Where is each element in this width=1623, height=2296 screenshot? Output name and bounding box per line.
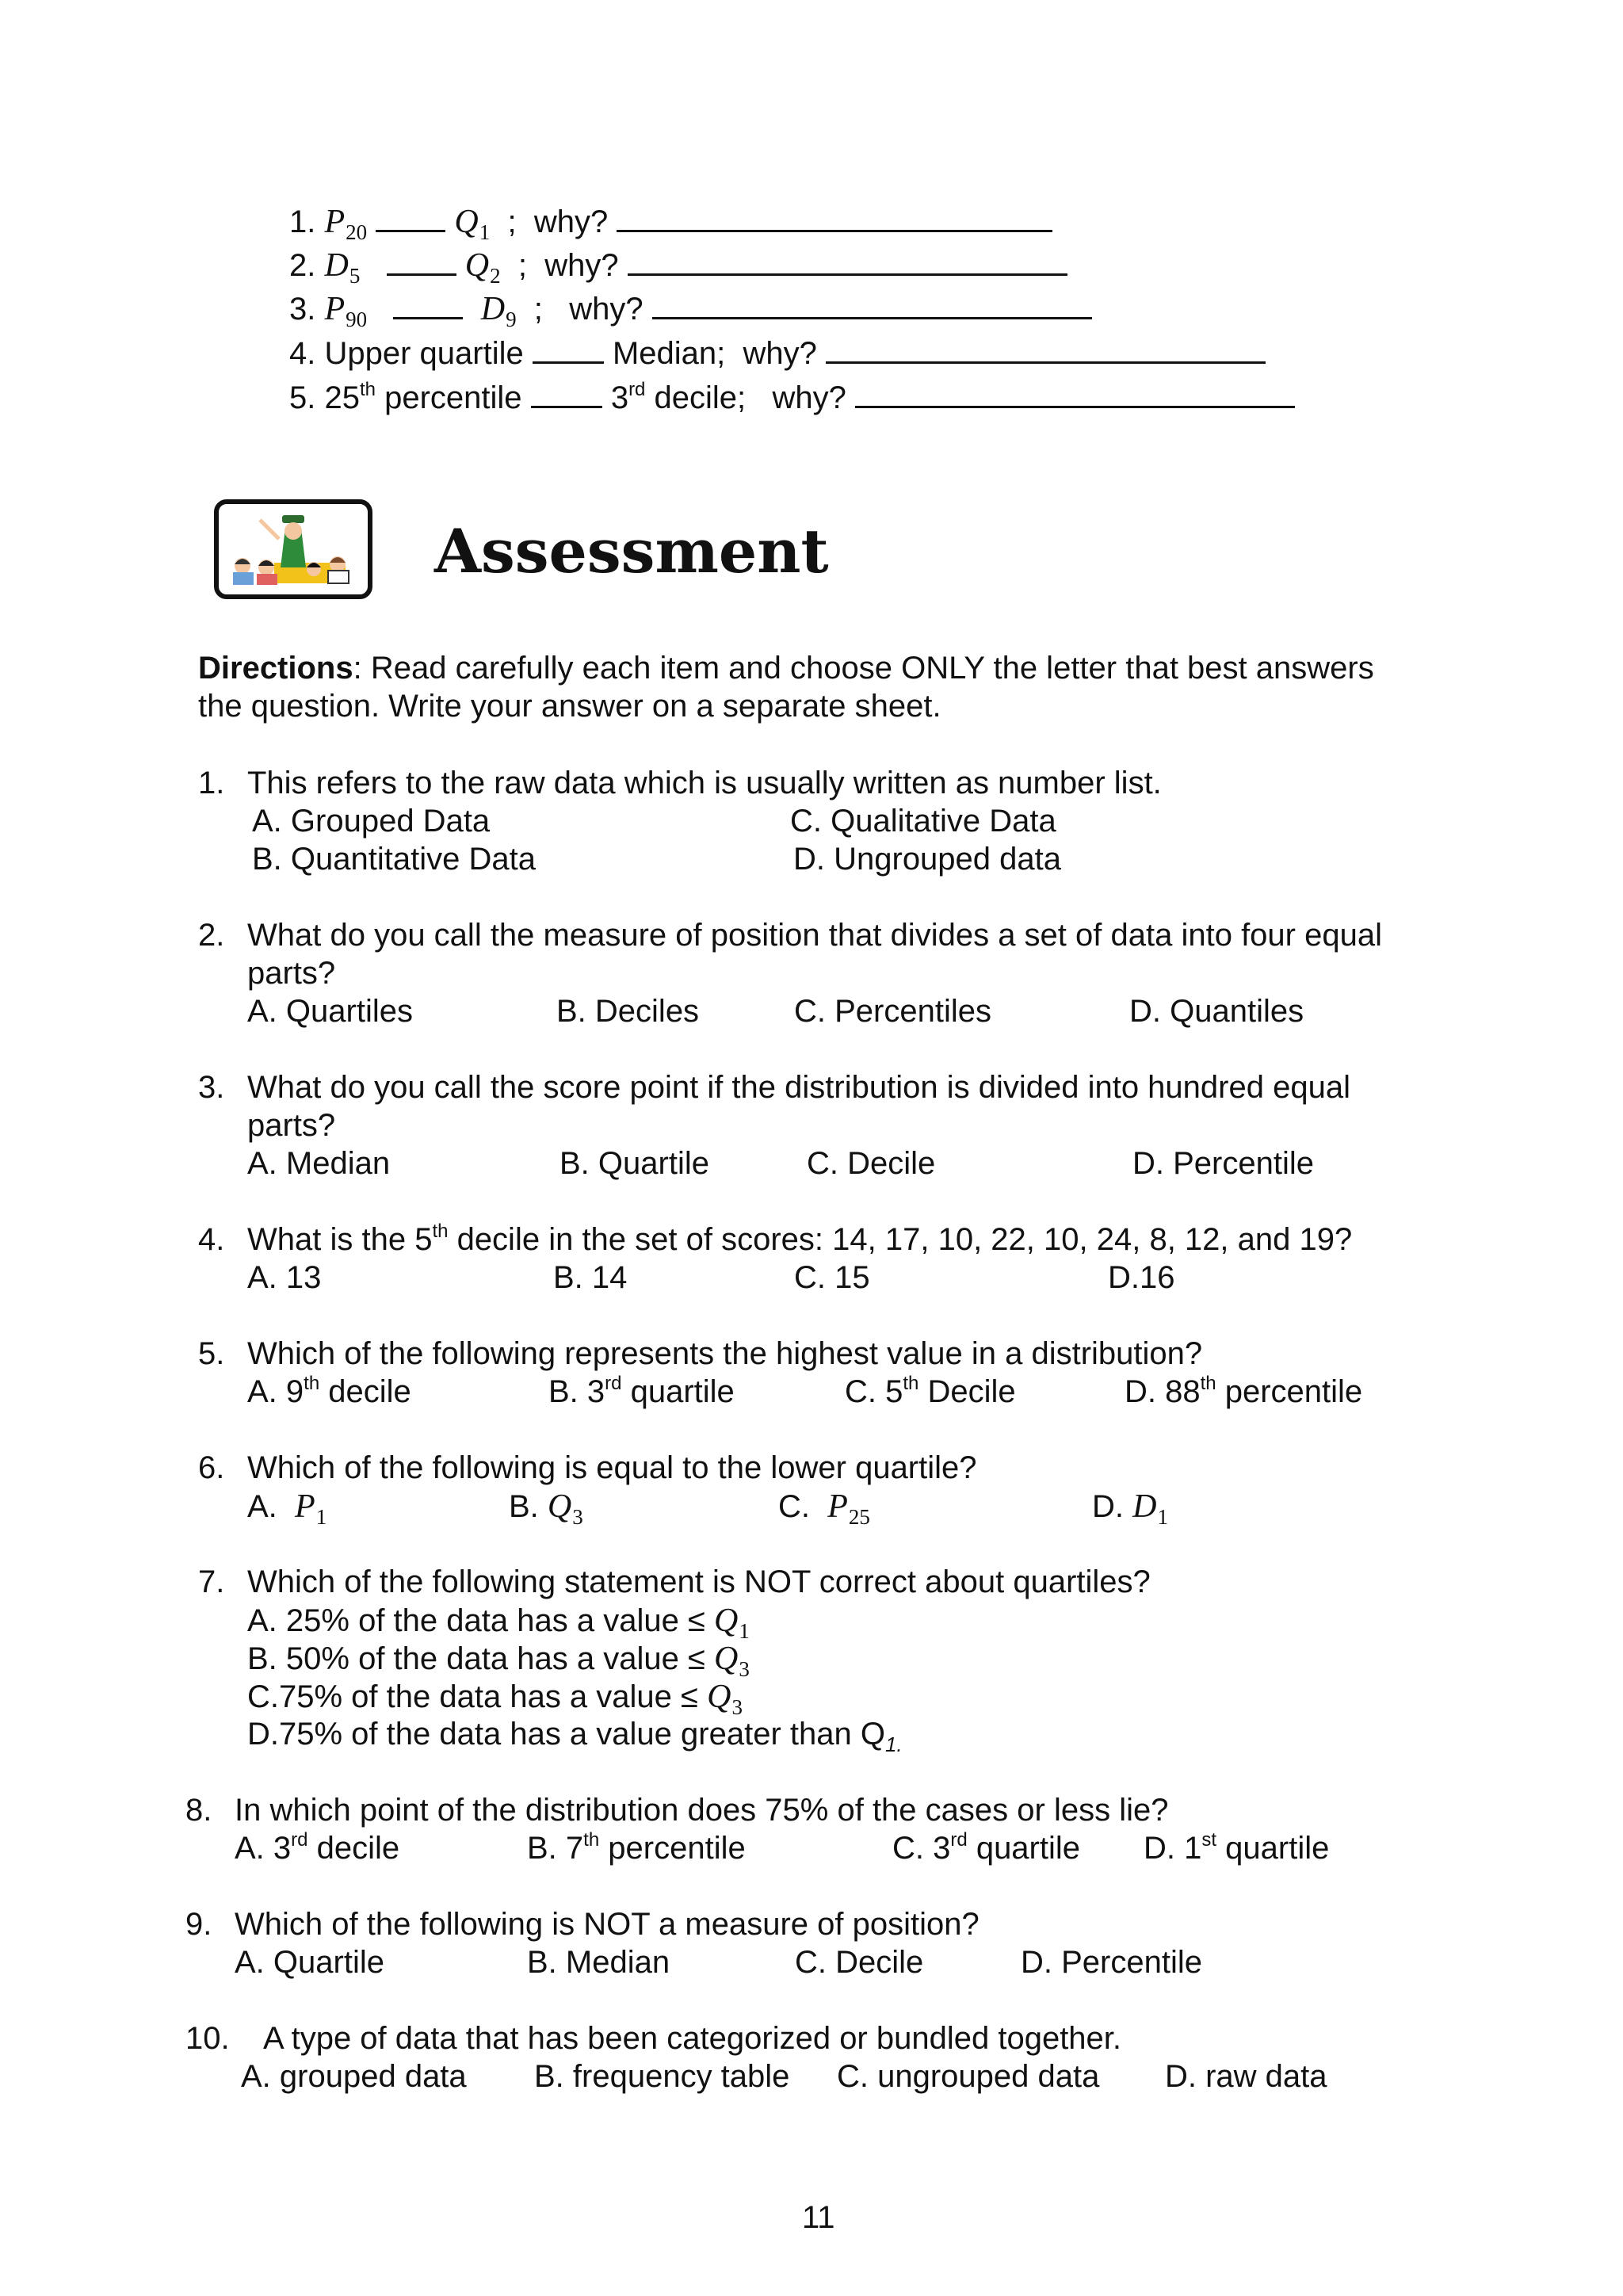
choice-a[interactable] — [247, 1604, 750, 1642]
math-p20 — [324, 204, 368, 244]
math-symbol: Q — [464, 247, 490, 284]
choice-c[interactable] — [892, 1829, 1081, 1866]
directions-line-1 — [198, 652, 1374, 684]
why-label: why? — [569, 292, 643, 327]
math-symbol: D — [1132, 1488, 1157, 1525]
math-subscript: 2 — [490, 264, 501, 288]
choice-c[interactable]: C. Qualitative Data — [790, 804, 1056, 839]
choice-text: C. 3 — [892, 1831, 951, 1866]
math-subscript: 1. — [884, 1733, 903, 1756]
why-label: why? — [772, 380, 846, 415]
ordinal-suffix: th — [432, 1221, 449, 1242]
choice-text: A. 3 — [235, 1831, 292, 1866]
math-subscript: 1 — [739, 1619, 750, 1643]
math-subscript: 1 — [479, 220, 491, 244]
term-upper-quartile: Upper quartile — [324, 336, 524, 371]
answer-blank[interactable] — [376, 204, 445, 232]
choice-a[interactable]: A. grouped data — [241, 2059, 467, 2094]
question-number: 8. — [185, 1793, 212, 1828]
choice-text: percentile — [599, 1831, 746, 1866]
choice-a[interactable] — [247, 1373, 411, 1409]
answer-blank[interactable] — [393, 292, 463, 319]
choice-d[interactable]: D. Ungrouped data — [793, 842, 1062, 877]
choice-b[interactable]: B. Quantitative Data — [252, 842, 536, 877]
math-q1 — [454, 204, 491, 244]
choice-text: B. 50% of the data has a value ≤ — [247, 1641, 705, 1676]
ordinal-number: 25 — [324, 380, 360, 415]
choice-letter: B. — [509, 1489, 539, 1524]
choice-text: D. 1 — [1144, 1831, 1202, 1866]
choice-d[interactable] — [1144, 1829, 1330, 1866]
choice-b[interactable] — [509, 1490, 583, 1528]
math-symbol: Q — [454, 204, 479, 240]
ordinal-suffix: th — [903, 1373, 919, 1394]
choice-a[interactable]: A. Median — [247, 1146, 391, 1181]
question-text-cont: parts? — [247, 956, 336, 991]
ordinal-suffix: th — [583, 1829, 600, 1851]
choice-c[interactable]: C. Decile — [807, 1146, 936, 1181]
question-text-start: What is the 5 — [247, 1222, 433, 1257]
comparison-item-5 — [289, 380, 1295, 414]
choice-a[interactable]: A. Quartiles — [247, 994, 413, 1029]
choice-d[interactable] — [1092, 1490, 1168, 1528]
choice-text: B. 3 — [548, 1374, 605, 1409]
answer-blank[interactable] — [387, 248, 456, 276]
choice-d[interactable] — [1125, 1373, 1363, 1409]
answer-blank[interactable] — [531, 380, 602, 408]
question-number: 2. — [198, 918, 225, 953]
math-subscript: 3 — [731, 1695, 743, 1719]
choice-d[interactable]: D. Percentile — [1132, 1146, 1314, 1181]
question-text: Which of the following is NOT a measure of position? — [235, 1907, 980, 1942]
choice-text: percentile — [1216, 1374, 1363, 1409]
math-symbol: P — [295, 1488, 315, 1525]
choice-text: Decile — [918, 1374, 1016, 1409]
ordinal-number: 3 — [610, 380, 629, 415]
question-text: Which of the following is equal to the lower quartile? — [247, 1450, 977, 1485]
question-number: 10. — [185, 2021, 230, 2056]
math-symbol: Q — [714, 1641, 739, 1677]
math-subscript: 5 — [349, 264, 361, 288]
comparison-item-4 — [289, 336, 1266, 369]
math-subscript: 25 — [848, 1505, 870, 1529]
choice-b[interactable] — [247, 1642, 750, 1680]
math-subscript: 1 — [1157, 1505, 1168, 1529]
why-blank[interactable] — [855, 380, 1295, 408]
math-subscript: 1 — [315, 1505, 327, 1529]
answer-blank[interactable] — [533, 336, 604, 364]
teacher-students-icon — [214, 499, 372, 599]
comparison-item-3: 3. $P_{90}$ $D_9$ ; why? — [289, 292, 1092, 330]
choice-text: D. 88 — [1125, 1374, 1201, 1409]
choice-b[interactable]: B. frequency table — [534, 2059, 790, 2094]
question-number: 5. — [198, 1336, 225, 1371]
term-median: Median; — [612, 336, 726, 371]
choice-text: quartile — [1216, 1831, 1330, 1866]
math-symbol: P — [324, 204, 346, 240]
choice-b[interactable] — [548, 1373, 735, 1409]
why-blank[interactable] — [826, 336, 1266, 364]
math-subscript: 3 — [572, 1505, 583, 1529]
term-word: decile; — [645, 380, 747, 415]
choice-a[interactable] — [247, 1490, 327, 1528]
question-text: What do you call the measure of position that divides a set of data into four equal — [247, 918, 1382, 953]
question-number: 3. — [198, 1070, 225, 1105]
item-number: 1. — [289, 204, 316, 239]
ordinal-suffix: rd — [291, 1829, 308, 1851]
choice-text: decile — [319, 1374, 411, 1409]
question-text: What do you call the score point if the distribution is divided into hundred equal — [247, 1070, 1350, 1105]
question-number: 9. — [185, 1907, 212, 1942]
math-q2 — [464, 247, 501, 288]
question-text — [247, 1221, 1353, 1257]
choice-letter: C. — [778, 1489, 810, 1524]
item-number: 3. — [289, 292, 316, 327]
question-text: A type of data that has been categorized or bundled together. — [263, 2021, 1122, 2056]
choice-d[interactable]: D. Percentile — [1021, 1945, 1202, 1980]
question-number: 7. — [198, 1564, 225, 1599]
page-number: 11 — [802, 2200, 835, 2235]
why-blank[interactable] — [617, 204, 1052, 232]
math-symbol: D — [324, 247, 349, 284]
choice-letter: A. — [247, 1489, 277, 1524]
math-p90 — [324, 291, 368, 331]
question-text: Which of the following represents the highest value in a distribution? — [247, 1336, 1203, 1371]
question-text: This refers to the raw data which is usually written as number list. — [247, 766, 1162, 800]
math-symbol: P — [324, 291, 346, 327]
choice-c[interactable]: C. Decile — [795, 1945, 924, 1980]
math-symbol: D — [480, 291, 506, 327]
choice-d[interactable]: D. raw data — [1165, 2059, 1327, 2094]
ordinal-suffix: rd — [628, 379, 646, 400]
choice-a[interactable]: A. Grouped Data — [252, 804, 491, 839]
choice-d[interactable]: D. Quantiles — [1129, 994, 1304, 1029]
item-number: 4. — [289, 336, 316, 371]
question-text: In which point of the distribution does 75% of the cases or less lie? — [235, 1793, 1169, 1828]
term-word: percentile — [376, 380, 522, 415]
math-d9 — [480, 291, 517, 331]
why-label: why? — [533, 204, 609, 239]
why-label: why? — [743, 336, 817, 371]
choice-c[interactable]: C. Percentiles — [794, 994, 991, 1029]
question-text-end: decile in the set of scores: 14, 17, 10, 22, 10, 24, 8, 12, and 19? — [448, 1222, 1353, 1257]
choice-text: quartile — [621, 1374, 735, 1409]
ordinal-suffix: rd — [605, 1373, 622, 1394]
item-number: 5. — [289, 380, 316, 415]
math-symbol: P — [827, 1488, 848, 1525]
choice-c[interactable] — [845, 1373, 1016, 1409]
choice-text: A. 25% of the data has a value ≤ — [247, 1603, 705, 1638]
why-blank[interactable] — [628, 248, 1067, 276]
ordinal-suffix: th — [304, 1373, 320, 1394]
directions-line-2: the question. Write your answer on a separate sheet. — [198, 689, 941, 724]
question-number: 6. — [198, 1450, 225, 1485]
ordinal-suffix: rd — [950, 1829, 968, 1851]
comparison-item-1: 1. $P_{20}$ $Q_1$ ; why? — [289, 204, 1052, 243]
math-symbol: Q — [547, 1488, 572, 1525]
choice-b[interactable]: B. Quartile — [559, 1146, 709, 1181]
question-text: Which of the following statement is NOT correct about quartiles? — [247, 1564, 1151, 1599]
choice-text: decile — [307, 1831, 400, 1866]
choice-letter: D. — [1092, 1489, 1124, 1524]
choice-b[interactable] — [527, 1829, 746, 1866]
why-label: why? — [544, 248, 619, 283]
term-25th-percentile — [324, 380, 521, 415]
directions-label: Directions — [198, 651, 353, 686]
choice-text: C.75% of the data has a value ≤ — [247, 1679, 698, 1714]
math-symbol: Q — [707, 1679, 731, 1715]
comparison-item-2: 2. $D_5$ $Q_2$ ; why? — [289, 248, 1067, 287]
teacher-students-illustration — [219, 504, 368, 594]
choice-c[interactable] — [778, 1490, 870, 1528]
choice-a[interactable]: A. Quartile — [235, 1945, 384, 1980]
math-d5 — [324, 247, 361, 288]
choice-b[interactable]: B. Deciles — [556, 994, 700, 1029]
question-text-cont: parts? — [247, 1108, 336, 1143]
choice-text: C. 5 — [845, 1374, 903, 1409]
choice-c[interactable]: C. ungrouped data — [837, 2059, 1100, 2094]
math-subscript: 90 — [346, 308, 368, 331]
item-number: 2. — [289, 248, 316, 283]
choice-text: quartile — [967, 1831, 1081, 1866]
why-blank[interactable] — [652, 292, 1092, 319]
math-symbol: Q — [714, 1603, 739, 1639]
choice-b[interactable]: B. Median — [527, 1945, 670, 1980]
ordinal-suffix: th — [359, 379, 376, 400]
choice-a[interactable] — [235, 1829, 400, 1866]
question-number: 1. — [198, 766, 225, 800]
choice-a[interactable]: A. 13 — [247, 1260, 322, 1295]
choice-d[interactable] — [247, 1718, 903, 1755]
math-subscript: 9 — [506, 308, 517, 331]
choice-c[interactable] — [247, 1680, 743, 1718]
term-3rd-decile — [611, 380, 746, 415]
math-subscript: 3 — [739, 1657, 750, 1681]
choice-b[interactable]: B. 14 — [553, 1260, 628, 1295]
choice-d[interactable]: D.16 — [1108, 1260, 1175, 1295]
ordinal-suffix: th — [1200, 1373, 1216, 1394]
choice-text: B. 7 — [527, 1831, 584, 1866]
ordinal-suffix: st — [1201, 1829, 1217, 1851]
math-subscript: 20 — [346, 220, 368, 244]
choice-text: D.75% of the data has a value greater than Q — [247, 1717, 885, 1752]
question-number: 4. — [198, 1222, 225, 1257]
choice-text: A. 9 — [247, 1374, 304, 1409]
choice-c[interactable]: C. 15 — [794, 1260, 870, 1295]
page-title: Assessment — [434, 516, 829, 586]
directions-text: : Read carefully each item and choose ONLY the letter that best answers — [353, 651, 1374, 686]
